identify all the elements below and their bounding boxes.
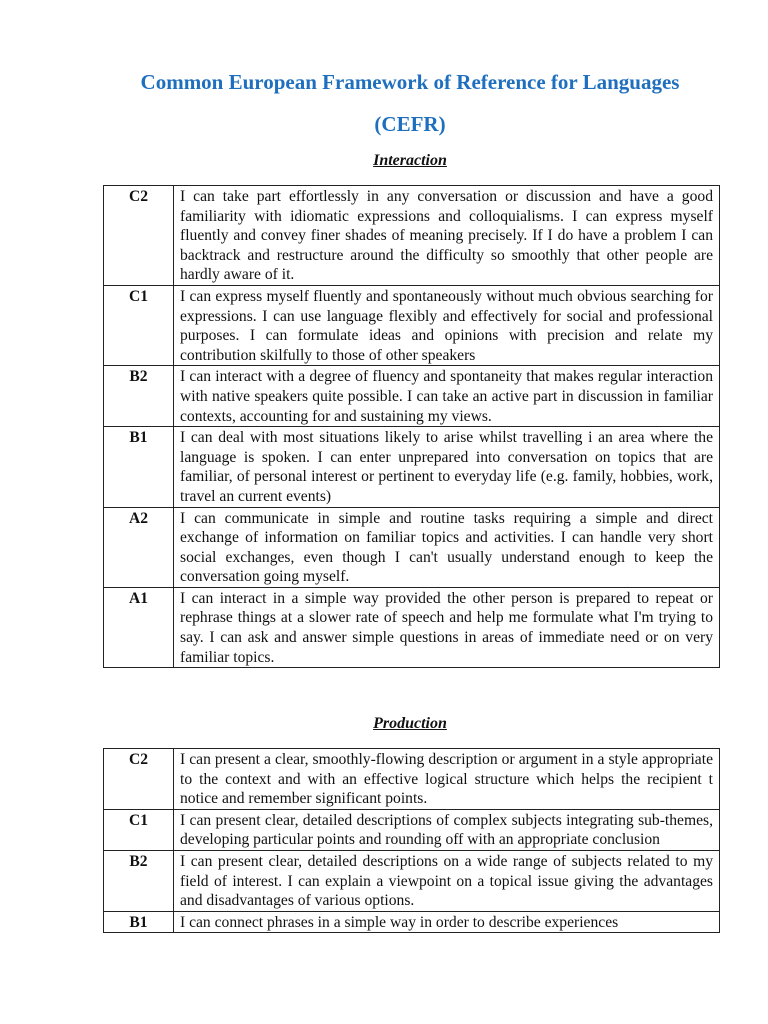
level-cell: A1 bbox=[104, 587, 174, 667]
table-row bbox=[104, 809, 720, 850]
production-heading: Production bbox=[373, 715, 447, 732]
document-subtitle: (CEFR) bbox=[374, 112, 446, 136]
table-row bbox=[104, 186, 720, 286]
description-cell: I can take part effortlessly in any conversation or discussion and have a good familiarity with idiomatic expressions and colloquialisms. I can express myself fluently and convey finer shades of meaning precisely. If I do have a problem I can backtrack and restructure around the difficulty so smoothly that other people are hardly aware of it. bbox=[174, 186, 720, 286]
level-cell: C2 bbox=[104, 186, 174, 286]
level-cell: C1 bbox=[104, 285, 174, 365]
production-table bbox=[103, 748, 720, 933]
interaction-table bbox=[103, 185, 720, 668]
table-row bbox=[104, 749, 720, 810]
description-cell: I can communicate in simple and routine tasks requiring a simple and direct exchange of information on familiar topics and activities. I can handle very short social exchanges, even though I can't usually understand enough to keep the conversation going myself. bbox=[174, 507, 720, 587]
interaction-heading: Interaction bbox=[373, 152, 447, 169]
description-cell bbox=[174, 911, 720, 933]
description-text: I can connect phrases in a simple way in order to describe experiences bbox=[180, 913, 619, 931]
description-cell: I can present clear, detailed descriptions on a wide range of subjects related to my field of interest. I can explain a viewpoint on a topical issue giving the advantages and disadvantages of various options. bbox=[174, 850, 720, 911]
description-cell: I can express myself fluently and spontaneously without much obvious searching for expressions. I can use language flexibly and effectively for social and professional purposes. I can formulate ideas and opinions with precision and relate my contribution skilfully to those of other speakers bbox=[174, 285, 720, 365]
description-cell: I can deal with most situations likely to arise whilst travelling i an area where the language is spoken. I can enter unprepared into conversation on topics that are familiar, of personal interest or pertinent to everyday life (e.g. family, hobbies, work, travel an current events) bbox=[174, 427, 720, 507]
level-cell: B2 bbox=[104, 850, 174, 911]
table-row bbox=[104, 427, 720, 507]
level-cell: B1 bbox=[104, 427, 174, 507]
description-cell: I can interact in a simple way provided the other person is prepared to repeat or rephrase things at a slower rate of speech and help me formulate what I'm trying to say. I can ask and answer simple questions in areas of immediate need or on very familiar topics. bbox=[174, 587, 720, 667]
level-cell: B1 bbox=[104, 911, 174, 933]
table-row bbox=[104, 587, 720, 667]
table-row bbox=[104, 850, 720, 911]
description-cell: I can interact with a degree of fluency and spontaneity that makes regular interaction with native speakers quite possible. I can take an active part in discussion in familiar contexts, accounting for and sustaining my views. bbox=[174, 366, 720, 427]
document-title: Common European Framework of Reference for Languages bbox=[140, 70, 680, 94]
description-cell: I can present a clear, smoothly-flowing description or argument in a style appropriate to the context and with an effective logical structure which helps the recipient t notice and remember significant points. bbox=[174, 749, 720, 810]
table-row bbox=[104, 285, 720, 365]
level-cell: B2 bbox=[104, 366, 174, 427]
level-cell: A2 bbox=[104, 507, 174, 587]
table-row bbox=[104, 507, 720, 587]
table-row bbox=[104, 911, 720, 933]
level-cell: C2 bbox=[104, 749, 174, 810]
table-row bbox=[104, 366, 720, 427]
description-cell: I can present clear, detailed descriptions of complex subjects integrating sub-themes, developing particular points and rounding off with an appropriate conclusion bbox=[174, 809, 720, 850]
level-cell: C1 bbox=[104, 809, 174, 850]
